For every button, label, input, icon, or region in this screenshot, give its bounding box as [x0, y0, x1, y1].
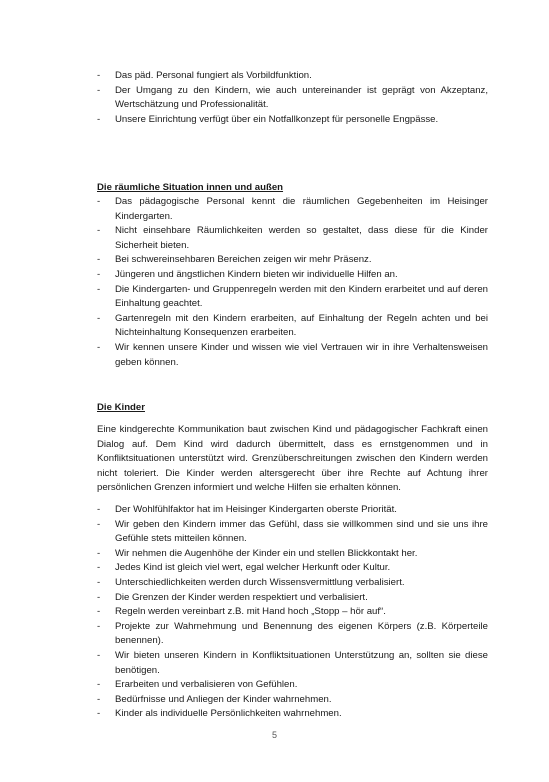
section2-list	[97, 503, 488, 722]
list-item: - Das pädagogische Personal kennt die räumlichen Gegebenheiten im Heisinger Kindergarten.	[97, 196, 488, 222]
list-item: - Projekte zur Wahrnehmung und Benennung des eigenen Körpers (z.B. Körperteile benennen).	[97, 620, 488, 647]
list-item: - Die Kindergarten- und Gruppenregeln werden mit den Kindern erarbeitet und auf deren Einhaltung geachtet.	[97, 283, 488, 310]
list-item: - Jüngeren und ängstlichen Kindern bieten wir individuelle Hilfen an.	[97, 268, 398, 280]
section-heading: Die räumliche Situation innen und außen	[97, 182, 284, 193]
list-item: - Das päd. Personal fungiert als Vorbildfunktion.	[97, 70, 312, 81]
list-item: - Gartenregeln mit den Kindern erarbeiten, auf Einhaltung der Regeln achten und bei Nichteinhaltung Konsequenzen erarbeiten.	[97, 312, 488, 339]
list-item: - Der Wohlfühlfaktor hat im Heisinger Kindergarten oberste Priorität.	[97, 504, 397, 515]
list-item: - Wir nehmen die Augenhöhe der Kinder ein und stellen Blickkontakt her.	[97, 547, 418, 559]
list-item: - Unsere Einrichtung verfügt über ein Notfallkonzept für personelle Engpässe.	[97, 113, 439, 125]
list-item: - Regeln werden vereinbart z.B. mit Hand hoch „Stopp – hör auf“.	[97, 606, 386, 618]
list-item: - Jedes Kind ist gleich viel wert, egal welcher Herkunft oder Kultur.	[97, 562, 391, 574]
list-item: - Die Grenzen der Kinder werden respektiert und verbalisiert.	[97, 591, 368, 603]
section-heading: Die Kinder	[97, 402, 145, 413]
list-item: - Wir bieten unseren Kindern in Konfliktsituationen Unterstützung an, sollten sie diese benötigen.	[97, 649, 488, 676]
intro-list	[97, 69, 488, 127]
page-number: 5	[271, 730, 277, 740]
list-item: - Wir kennen unsere Kinder und wissen wie viel Vertrauen wir in ihre Verhaltensweisen geben können.	[97, 341, 488, 368]
section-paragraph: Eine kindgerechte Kommunikation baut zwischen Kind und pädagogischer Fachkraft einen Dialog auf. Dem Kind wird dadurch übermittelt, dass es ernstgenommen und in Konfliktsituationen unterstützt wird. Grenzüberschreitungen zwischen den Kindern werden nicht toleriert. Die Kinder werden altersgerecht über ihre Rechte auf Achtung ihrer persönlichen Grenzen informiert und welche Hilfen sie erhalten können.	[97, 424, 488, 494]
list-item: - Bei schwereinsehbaren Bereichen zeigen wir mehr Präsenz.	[97, 254, 372, 266]
list-item: - Bedürfnisse und Anliegen der Kinder wahrnehmen.	[97, 693, 332, 705]
list-item: - Erarbeiten und verbalisieren von Gefühlen.	[97, 679, 298, 691]
list-item: - Unterschiedlichkeiten werden durch Wissensvermittlung verbalisiert.	[97, 576, 405, 588]
list-item: - Wir geben den Kindern immer das Gefühl, dass sie willkommen sind und sie uns ihre Gefühle stets mitteilen können.	[97, 518, 488, 545]
list-item: - Der Umgang zu den Kindern, wie auch untereinander ist geprägt von Akzeptanz, Wertschätzung und Professionalität.	[97, 84, 488, 111]
list-item: - Kinder als individuelle Persönlichkeiten wahrnehmen.	[97, 708, 342, 720]
section1-list	[97, 195, 488, 370]
list-item: - Nicht einsehbare Räumlichkeiten werden so gestaltet, dass diese für die Kinder Sicherheit bieten.	[97, 225, 488, 251]
